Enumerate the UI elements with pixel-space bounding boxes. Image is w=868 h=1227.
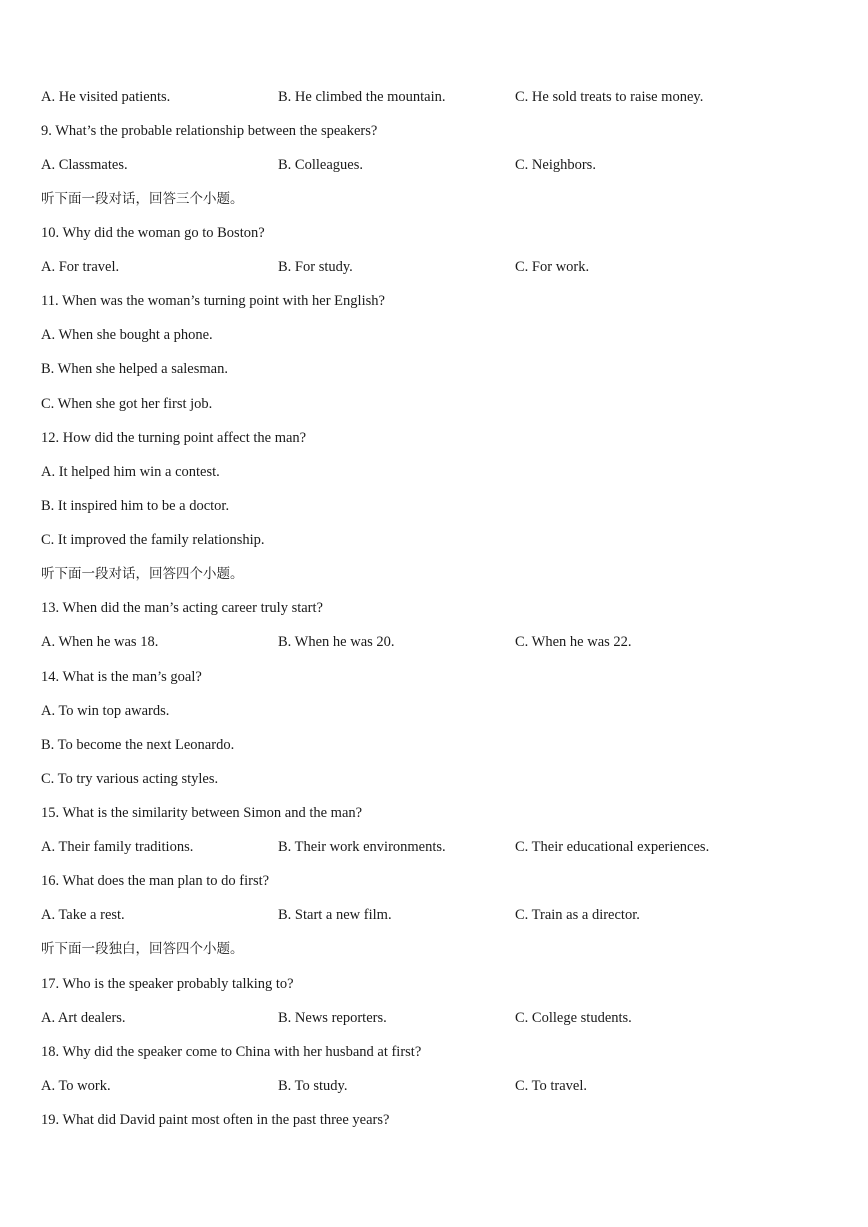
- option-b: B. To study.: [278, 1078, 348, 1094]
- option-a: A. He visited patients.: [41, 89, 171, 105]
- option-b: B. Start a new film.: [278, 907, 392, 923]
- section-instruction: 听下面一段对话，回答四个小题。: [41, 566, 244, 582]
- option-c: C. When she got her first job.: [41, 396, 213, 412]
- option-a: A. Take a rest.: [41, 907, 125, 923]
- option-b: B. News reporters.: [278, 1010, 387, 1026]
- option-b: B. For study.: [278, 259, 353, 275]
- question-17: 17. Who is the speaker probably talking to?: [41, 976, 294, 992]
- question-10: 10. Why did the woman go to Boston?: [41, 225, 265, 241]
- options-row: [41, 905, 841, 925]
- option-a: A. Art dealers.: [41, 1010, 126, 1026]
- option-c: C. Train as a director.: [515, 907, 640, 923]
- option-a: A. To win top awards.: [41, 703, 170, 719]
- question-12: 12. How did the turning point affect the man?: [41, 430, 307, 446]
- section-instruction: 听下面一段独白，回答四个小题。: [41, 941, 244, 957]
- option-b: B. He climbed the mountain.: [278, 89, 446, 105]
- question-9: 9. What’s the probable relationship between the speakers?: [41, 123, 378, 139]
- question-15: 15. What is the similarity between Simon and the man?: [41, 805, 363, 821]
- option-c: C. Neighbors.: [515, 157, 596, 173]
- options-row: [41, 1076, 841, 1096]
- option-a: A. Their family traditions.: [41, 839, 194, 855]
- options-row: [41, 837, 841, 857]
- option-b: B. When he was 20.: [278, 634, 395, 650]
- option-a: A. When he was 18.: [41, 634, 159, 650]
- question-16: 16. What does the man plan to do first?: [41, 873, 270, 889]
- question-11: 11. When was the woman’s turning point with her English?: [41, 293, 385, 309]
- option-a: A. To work.: [41, 1078, 111, 1094]
- options-row: [41, 87, 841, 107]
- option-c: C. He sold treats to raise money.: [515, 89, 704, 105]
- option-b: B. It inspired him to be a doctor.: [41, 498, 230, 514]
- question-13: 13. When did the man’s acting career truly start?: [41, 600, 323, 616]
- option-b: B. When she helped a salesman.: [41, 361, 228, 377]
- option-a: A. It helped him win a contest.: [41, 464, 220, 480]
- option-c: C. For work.: [515, 259, 590, 275]
- option-c: C. To travel.: [515, 1078, 588, 1094]
- option-a: A. For travel.: [41, 259, 120, 275]
- option-c: C. To try various acting styles.: [41, 771, 219, 787]
- options-row: [41, 632, 841, 652]
- option-c: C. When he was 22.: [515, 634, 632, 650]
- option-c: C. College students.: [515, 1010, 632, 1026]
- section-instruction: 听下面一段对话，回答三个小题。: [41, 191, 244, 207]
- options-row: [41, 1008, 841, 1028]
- option-a: A. When she bought a phone.: [41, 327, 213, 343]
- option-b: B. To become the next Leonardo.: [41, 737, 235, 753]
- options-row: [41, 155, 841, 175]
- option-a: A. Classmates.: [41, 157, 128, 173]
- question-19: 19. What did David paint most often in the past three years?: [41, 1112, 390, 1128]
- option-c: C. Their educational experiences.: [515, 839, 710, 855]
- option-b: B. Their work environments.: [278, 839, 446, 855]
- options-row: [41, 257, 841, 277]
- question-14: 14. What is the man’s goal?: [41, 669, 202, 685]
- option-c: C. It improved the family relationship.: [41, 532, 265, 548]
- question-18: 18. Why did the speaker come to China with her husband at first?: [41, 1044, 422, 1060]
- option-b: B. Colleagues.: [278, 157, 363, 173]
